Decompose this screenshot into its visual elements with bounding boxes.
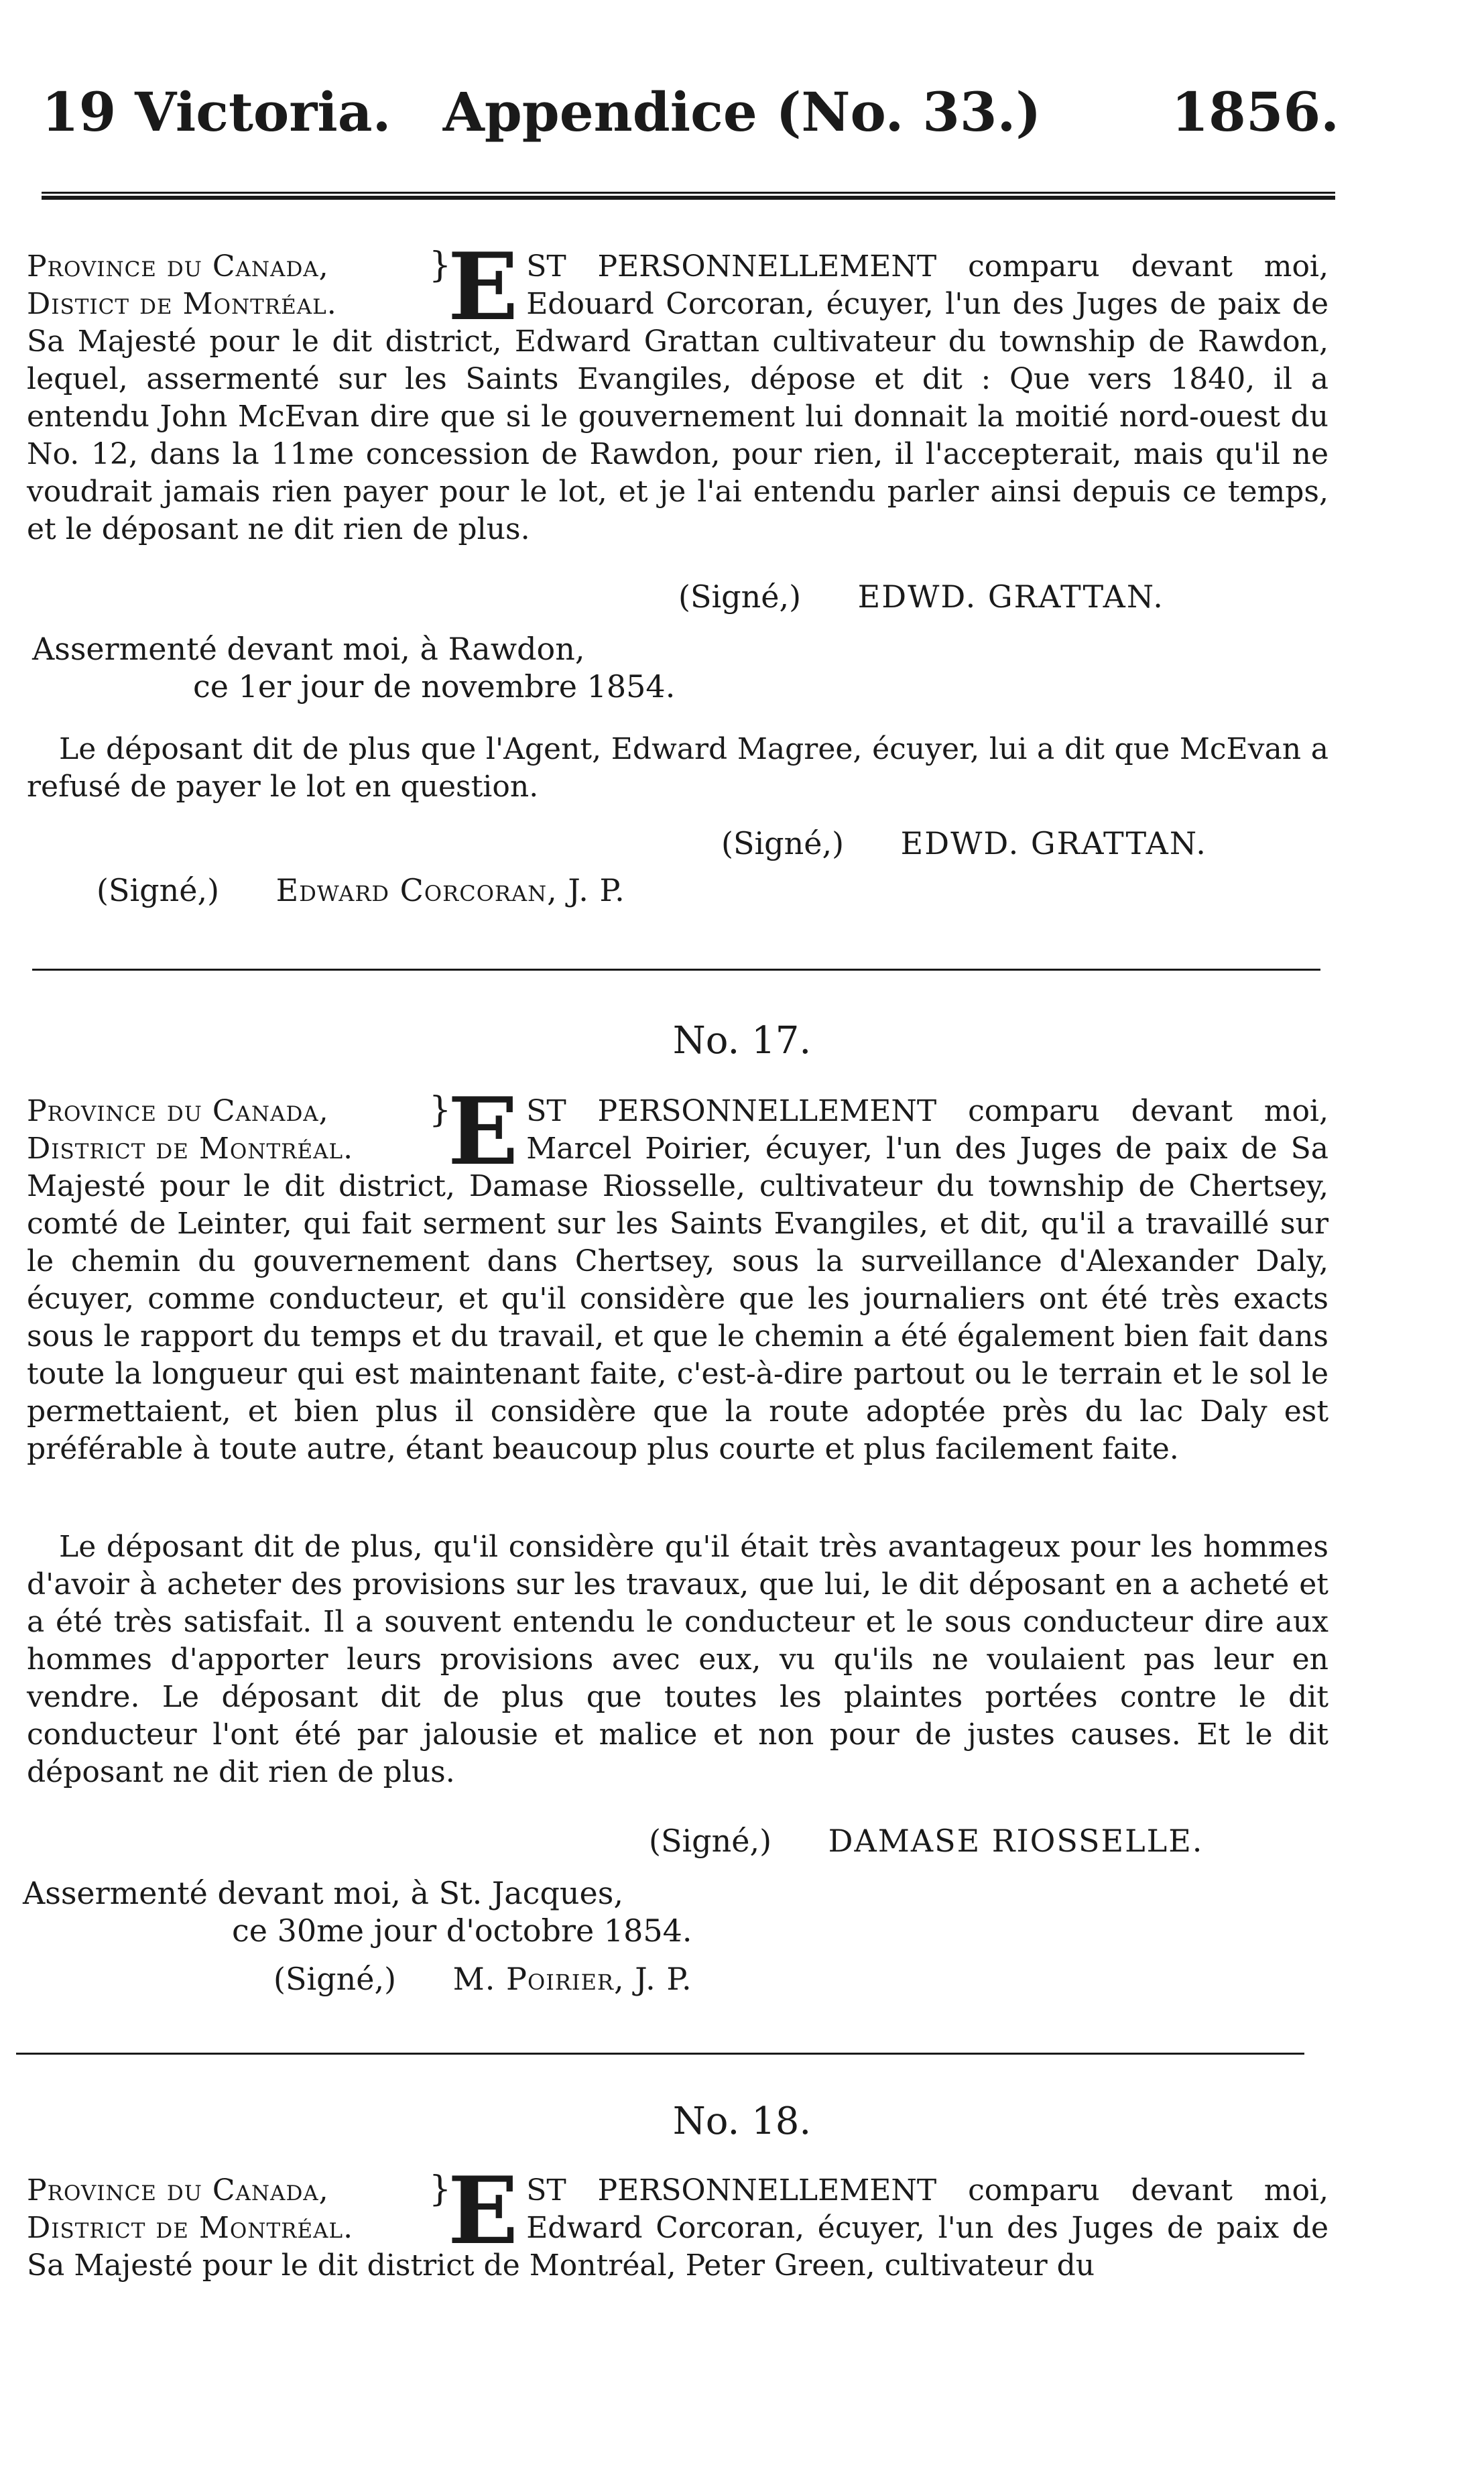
district-label: District de Montréal.: [27, 2211, 354, 2245]
venue-heading: [27, 248, 429, 323]
brace-glyph: }: [429, 2169, 452, 2210]
affidavit-16-body: [27, 232, 1328, 548]
signature-line: [721, 825, 1207, 862]
signature-name: EDWD. GRATTAN.: [857, 579, 1164, 615]
deposition-text: ST PERSONNELLEMENT comparu devant moi, Edouard Corcoran, écuyer, l'un des Juges de paix de Sa Majesté pour le dit district, Edward Grattan cultivateur du township de Rawdon, lequel, assermenté sur les Saints Evangiles, dépose et dit : Que vers 1840, il a entendu John McEvan dire que si le gouvernement lui donnait la moitié nord-ouest du No. 12, dans la 11me concession de Rawdon, pour rien, il l'accepterait, mais qu'il ne voudrait jamais rien payer pour le lot, et je l'ai entendu parler ainsi depuis ce temps, et le déposant ne dit rien de plus.: [27, 249, 1328, 546]
sworn-line-1: Assermenté devant moi, à Rawdon,: [32, 631, 585, 667]
jp-signature-line: [97, 871, 625, 909]
jp-signature-label: (Signé,): [273, 1961, 397, 1997]
signature-line: [649, 1822, 1203, 1860]
header-year: 1856.: [1171, 80, 1339, 143]
affidavit-title: No. 18.: [672, 2100, 812, 2143]
signature-name: DAMASE RIOSSELLE.: [828, 1823, 1204, 1859]
affidavit-17-body: [27, 1077, 1328, 1468]
district-label: Distict de Montréal.: [27, 287, 337, 321]
province-label: Province du Canada,: [27, 1094, 329, 1128]
affidavit-title: No. 17.: [672, 1019, 812, 1063]
venue-heading: [27, 1093, 429, 1168]
sworn-line-2: ce 1er jour de novembre 1854.: [193, 668, 676, 705]
section-divider: [16, 2053, 1304, 2055]
drop-cap: E: [448, 1077, 519, 1186]
province-label: Province du Canada,: [27, 249, 329, 284]
drop-cap: E: [448, 2156, 519, 2265]
jp-signature-label: (Signé,): [97, 872, 220, 908]
jp-signature-name: Edward Corcoran, J. P.: [275, 872, 625, 908]
sworn-line-2: ce 30me jour d'octobre 1854.: [232, 1913, 692, 1949]
district-label: District de Montréal.: [27, 1132, 354, 1166]
signature-line: [678, 578, 1164, 615]
signature-name: EDWD. GRATTAN.: [900, 825, 1207, 861]
province-label: Province du Canada,: [27, 2173, 329, 2208]
signature-label: (Signé,): [649, 1823, 772, 1859]
brace-glyph: }: [429, 1090, 452, 1130]
signature-label: (Signé,): [678, 579, 802, 615]
deposition-paragraph-2: Le déposant dit de plus, qu'il considère qu'il était très avantageux pour les hommes d'avoir à acheter des provisions sur les travaux, que lui, le dit déposant en a acheté et a été très satisfait. Il a souvent entendu le conducteur et le sous conducteur dire aux hommes d'apporter leurs provisions avec eux, vu qu'ils ne voulaient pas leur en vendre. Le déposant dit de plus que toutes les plaintes portées contre le dit conducteur l'ont été par jalousie et malice et non pour de justes causes. Et le dit déposant ne dit rien de plus.: [27, 1530, 1328, 1789]
header-session: 19 Victoria.: [42, 80, 391, 143]
drop-cap: E: [448, 232, 519, 341]
header-double-rule: [42, 192, 1335, 200]
sworn-line-1: Assermenté devant moi, à St. Jacques,: [23, 1875, 623, 1911]
section-divider: [32, 969, 1320, 971]
brace-glyph: }: [429, 245, 452, 286]
signature-label: (Signé,): [721, 825, 845, 861]
addendum-paragraph: Le déposant dit de plus que l'Agent, Edward Magree, écuyer, lui a dit que McEvan a refusé de payer le lot en question.: [27, 732, 1328, 804]
deposition-text: ST PERSONNELLEMENT comparu devant moi, Edward Corcoran, écuyer, l'un des Juges de paix de Sa Majesté pour le dit district de Montréal, Peter Green, cultivateur du: [27, 2173, 1328, 2283]
jp-signature-name: M. Poirier, J. P.: [452, 1961, 692, 1997]
affidavit-18-body: [27, 2156, 1328, 2285]
venue-heading: [27, 2172, 429, 2247]
header-appendix: Appendice (No. 33.): [442, 80, 1042, 143]
deposition-text: ST PERSONNELLEMENT comparu devant moi, Marcel Poirier, écuyer, l'un des Juges de paix de Sa Majesté pour le dit district, Damase Riosselle, cultivateur du township de Chertsey, comté de Leinter, qui fait serment sur les Saints Evangiles, et dit, qu'il a travaillé sur le chemin du gouvernement dans Chertsey, sous la surveillance d'Alexander Daly, écuyer, comme conducteur, et qu'il considère que les journaliers ont été très exacts sous le rapport du temps et du travail, et que le chemin a été également bien fait dans toute la longueur qui est maintenant faite, c'est-à-dire partout ou le terrain et le sol le permettaient, et bien plus il considère que la route adoptée près du lac Daly est préférable à toute autre, étant beaucoup plus courte et plus facilement faite.: [27, 1094, 1328, 1466]
jp-signature-line: [273, 1960, 692, 1998]
